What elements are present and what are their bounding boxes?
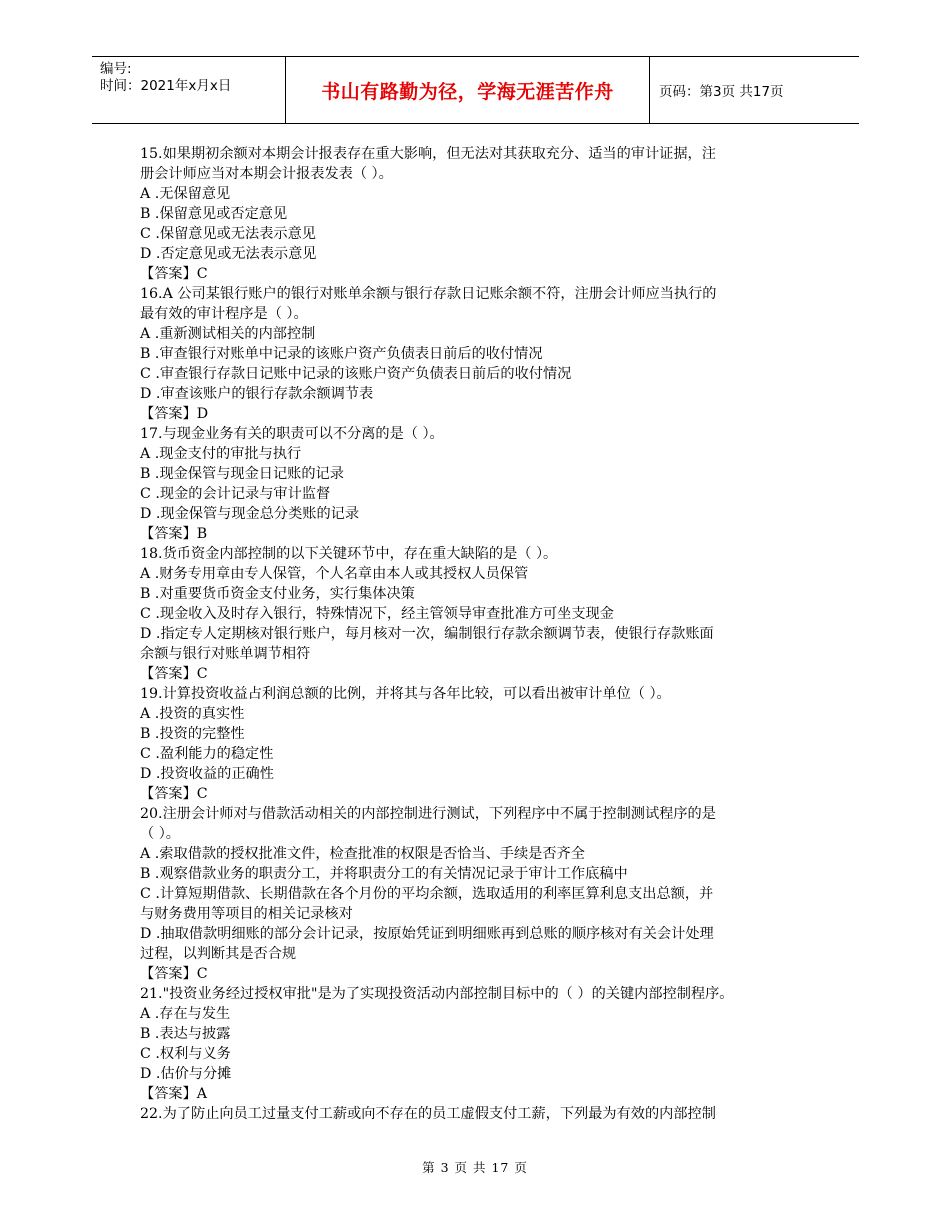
text-line: D .抽取借款明细账的部分会计记录，按原始凭证到明细账再到总账的顺序核对有关会计处理 [140, 926, 714, 942]
text-line: A .现金支付的审批与执行 [140, 446, 302, 462]
text-line: B .对重要货币资金支付业务，实行集体决策 [140, 586, 415, 602]
text-line: D .估价与分摊 [140, 1066, 232, 1082]
text-line: 18.货币资金内部控制的以下关键环节中，存在重大缺陷的是（ ）。 [140, 546, 558, 562]
header-motto [286, 57, 650, 123]
text-line: C .保留意见或无法表示意见 [140, 226, 316, 242]
text-line: 21."投资业务经过授权审批"是为了实现投资活动内部控制目标中的（ ）的关键内部控制程序。 [140, 986, 734, 1002]
text-line: 余额与银行对账单调节相符 [140, 646, 311, 662]
text-line: 与财务费用等项目的相关记录核对 [140, 906, 353, 922]
text-line: C .现金的会计记录与审计监督 [140, 486, 331, 502]
text-line: A .财务专用章由专人保管，个人名章由本人或其授权人员保管 [140, 566, 529, 582]
text-line: C .计算短期借款、长期借款在各个月份的平均余额，选取适用的利率匡算利息支出总额，并 [140, 886, 714, 902]
text-line: A .投资的真实性 [140, 706, 245, 722]
text-line: 15.如果期初余额对本期会计报表存在重大影响，但无法对其获取充分、适当的审计证据，注 [140, 146, 716, 162]
time-label: 时间：2021年x月x日 [100, 78, 232, 94]
text-line: 【答案】C [140, 786, 208, 802]
text-line: 册会计师应当对本期会计报表发表（ ）。 [140, 166, 393, 182]
text-line: （ ）。 [140, 826, 180, 842]
text-line: 17.与现金业务有关的职责可以不分离的是（ ）。 [140, 426, 444, 442]
text-line: D .现金保管与现金总分类账的记录 [140, 506, 360, 522]
text-line: 16.A 公司某银行账户的银行对账单余额与银行存款日记账余额不符，注册会计师应当执行的 [140, 286, 717, 302]
text-line: 最有效的审计程序是（ ）。 [140, 306, 308, 322]
text-line: 过程，以判断其是否合规 [140, 946, 297, 962]
document-body [140, 144, 815, 1124]
text-line: A .无保留意见 [140, 186, 231, 202]
text-line: C .现金收入及时存入银行，特殊情况下，经主管领导审查批准方可坐支现金 [140, 606, 614, 622]
header-meta [92, 57, 286, 123]
page-header [92, 56, 859, 124]
text-line: D .投资收益的正确性 [140, 766, 274, 782]
text-line: B .审查银行对账单中记录的该账户资产负债表日前后的收付情况 [140, 346, 543, 362]
text-line: 【答案】C [140, 666, 208, 682]
text-line: 【答案】D [140, 406, 209, 422]
header-page-info [650, 57, 859, 123]
text-line: D .审查该账户的银行存款余额调节表 [140, 386, 374, 402]
text-line: 22.为了防止向员工过量支付工薪或向不存在的员工虚假支付工薪，下列最为有效的内部控制 [140, 1106, 716, 1122]
text-line: C .权利与义务 [140, 1046, 231, 1062]
text-line: B .保留意见或否定意见 [140, 206, 288, 222]
text-line: D .指定专人定期核对银行账户，每月核对一次，编制银行存款余额调节表，使银行存款账面 [140, 626, 714, 642]
text-line: B .投资的完整性 [140, 726, 245, 742]
text-line: 【答案】C [140, 266, 208, 282]
text-line: 【答案】C [140, 966, 208, 982]
text-line: A .存在与发生 [140, 1006, 231, 1022]
motto-text: 书山有路勤为径，学海无涯苦作舟 [321, 80, 614, 103]
text-line: A .重新测试相关的内部控制 [140, 326, 316, 342]
page-footer: 第 3 页 共 17 页 [422, 1160, 528, 1175]
text-line: 【答案】B [140, 526, 208, 542]
page-info-text: 页码：第3页 共17页 [659, 84, 784, 100]
number-label: 编号: [100, 61, 132, 77]
text-line: B .表达与披露 [140, 1026, 231, 1042]
text-line: 【答案】A [140, 1086, 207, 1102]
text-line: B .现金保管与现金日记账的记录 [140, 466, 344, 482]
text-line: A .索取借款的授权批准文件，检查批准的权限是否恰当、手续是否齐全 [140, 846, 585, 862]
text-line: D .否定意见或无法表示意见 [140, 246, 317, 262]
text-line: C .审查银行存款日记账中记录的该账户资产负债表日前后的收付情况 [140, 366, 572, 382]
text-line: 19.计算投资收益占利润总额的比例，并将其与各年比较，可以看出被审计单位（ ）。 [140, 686, 671, 702]
text-line: B .观察借款业务的职责分工，并将职责分工的有关情况记录于审计工作底稿中 [140, 866, 628, 882]
text-line: 20.注册会计师对与借款活动相关的内部控制进行测试，下列程序中不属于控制测试程序的是 [140, 806, 716, 822]
text-line: C .盈利能力的稳定性 [140, 746, 274, 762]
